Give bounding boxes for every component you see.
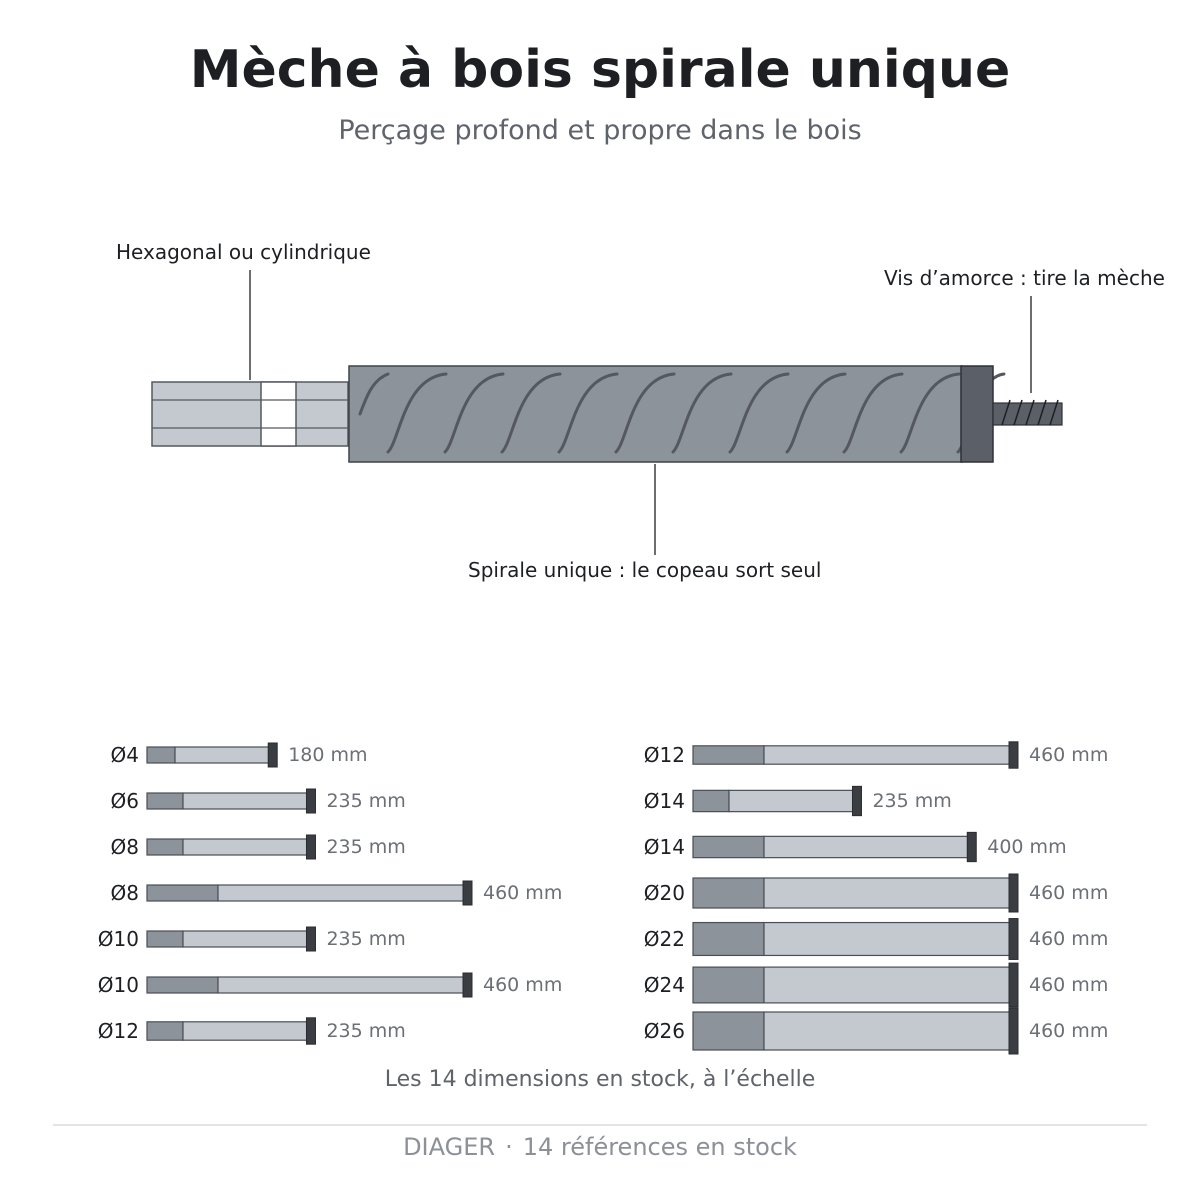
callout-spiral: Spirale unique : le copeau sort seul [468,558,822,582]
size-length-label: 460 mm [1029,928,1109,950]
size-diameter-label: Ø12 [643,743,685,767]
size-bar-tip [268,743,277,767]
size-bar-body [218,977,467,993]
size-bar-tip [1009,1008,1018,1054]
page-subtitle: Perçage profond et propre dans le bois [338,115,862,146]
size-bar-body [764,746,1013,764]
size-diameter-label: Ø10 [97,927,139,951]
size-length-label: 460 mm [483,882,563,904]
size-bar-tip [1009,874,1018,912]
size-bar-body [183,931,310,947]
size-diameter-label: Ø12 [97,1019,139,1043]
size-bar-body [175,747,272,763]
size-bar-shank [147,931,183,947]
scale-caption: Les 14 dimensions en stock, à l’échelle [384,1067,816,1092]
size-bar-shank [693,746,764,764]
size-bar-shank [147,1022,183,1040]
size-length-label: 460 mm [1029,1020,1109,1042]
size-length-label: 180 mm [288,744,368,766]
size-diameter-label: Ø14 [643,835,685,859]
footer-stock-text: 14 références en stock [522,1133,797,1161]
size-length-label: 460 mm [1029,974,1109,996]
callout-shank: Hexagonal ou cylindrique [116,240,371,264]
size-diameter-label: Ø6 [110,789,139,813]
size-diameter-label: Ø8 [110,835,139,859]
callout-lead-screw: Vis d’amorce : tire la mèche [884,266,1165,290]
size-bar-body [183,793,310,809]
size-bar-tip [1009,963,1018,1007]
size-bar-tip [1009,742,1018,768]
size-diameter-label: Ø8 [110,881,139,905]
size-bar-tip [306,927,315,951]
size-diameter-label: Ø10 [97,973,139,997]
size-diameter-label: Ø26 [643,1019,685,1043]
size-diameter-label: Ø22 [643,927,685,951]
size-length-label: 235 mm [872,790,952,812]
size-bar-tip [306,835,315,859]
footer-separator: · [505,1133,513,1161]
size-bar-body [764,967,1013,1003]
size-diameter-label: Ø4 [110,743,139,767]
size-bar-shank [147,747,175,763]
footer-brand: DIAGER [403,1133,496,1161]
size-diameter-label: Ø24 [643,973,685,997]
size-bar-tip [306,1018,315,1044]
size-bar-shank [693,878,764,908]
size-bar-tip [306,789,315,813]
size-bar-shank [693,923,764,956]
size-bar-shank [693,1012,764,1050]
size-bar-body [183,1022,310,1040]
size-length-label: 460 mm [1029,744,1109,766]
size-bar-body [764,1012,1013,1050]
size-length-label: 235 mm [326,836,406,858]
size-length-label: 235 mm [326,790,406,812]
size-length-label: 460 mm [483,974,563,996]
size-bar-shank [147,885,218,901]
size-bar-body [764,923,1013,956]
size-bar-body [729,790,856,811]
size-length-label: 235 mm [326,1020,406,1042]
size-bar-shank [693,836,764,857]
size-length-label: 400 mm [987,836,1067,858]
size-bar-tip [852,786,861,815]
size-bar-tip [463,881,472,905]
size-bar-shank [147,793,183,809]
footer-divider [53,1124,1147,1126]
size-bar-body [764,878,1013,908]
size-bar-body [218,885,467,901]
size-bar-shank [147,977,218,993]
size-bar-tip [967,832,976,861]
footer [0,1133,1200,1161]
size-length-label: 460 mm [1029,882,1109,904]
size-bar-shank [147,839,183,855]
size-diameter-label: Ø20 [643,881,685,905]
size-length-label: 235 mm [326,928,406,950]
page-title: Mèche à bois spirale unique [189,40,1011,100]
size-bar-tip [463,973,472,997]
size-bar-shank [693,967,764,1003]
size-bar-body [764,836,971,857]
size-bar-body [183,839,310,855]
size-bar-tip [1009,919,1018,960]
size-diameter-label: Ø14 [643,789,685,813]
size-bar-shank [693,790,729,811]
